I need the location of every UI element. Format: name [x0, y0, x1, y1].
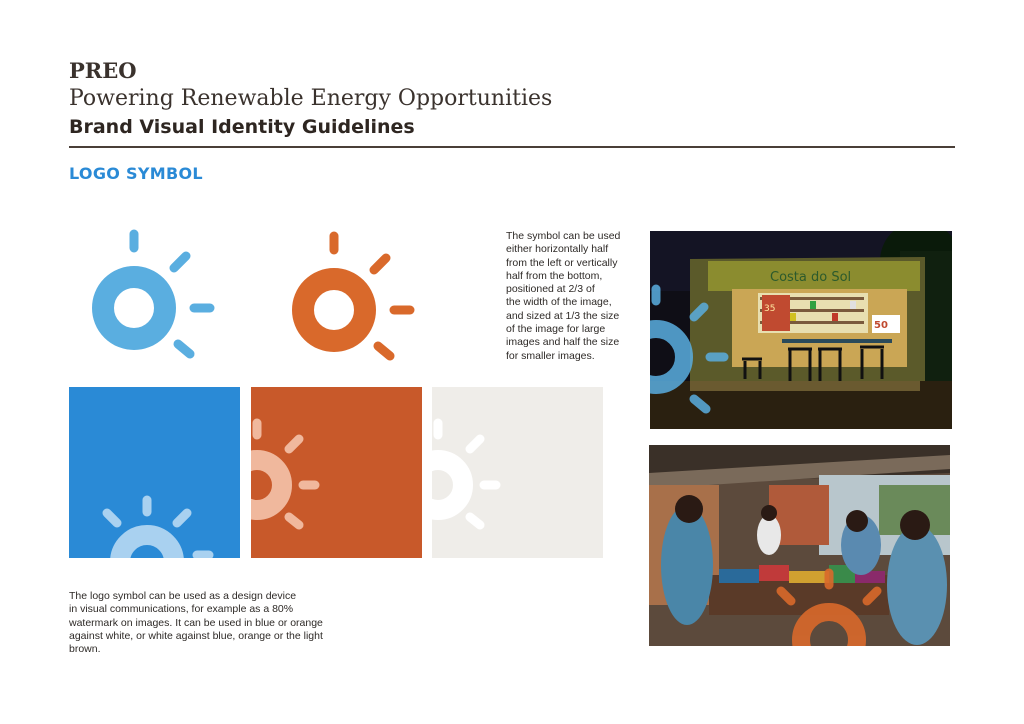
text-line: either horizontally half — [506, 243, 609, 256]
kiosk-price-right: 50 — [874, 320, 888, 331]
workshop-photo — [649, 445, 950, 646]
text-line: The logo symbol can be used as a design device — [69, 590, 297, 602]
symbol-usage-text — [506, 230, 641, 363]
text-line: The symbol can be used — [506, 230, 621, 242]
section-title: LOGO SYMBOL — [69, 164, 203, 183]
kiosk-photo — [650, 231, 952, 429]
watermark-sun-icon — [69, 387, 240, 558]
header-title: PREO — [69, 58, 137, 83]
blue-sun-symbol-icon — [86, 226, 218, 362]
header-rule — [69, 146, 955, 148]
text-line: half from the bottom, — [506, 269, 603, 282]
text-line: the width of the image, — [506, 296, 612, 309]
watermark-sun-icon — [432, 387, 603, 558]
text-line: brown. — [69, 643, 101, 656]
text-line: positioned at 2/3 of — [506, 283, 595, 296]
text-line: watermark on images. It can be used in blue or orange — [69, 616, 323, 629]
header-subtitle: Powering Renewable Energy Opportunities — [69, 86, 553, 111]
swatch-light-brown — [432, 387, 603, 558]
kiosk-sign-text: Costa do Sol — [770, 270, 852, 285]
text-line: from the left or vertically — [506, 256, 618, 269]
text-line: images and half the size — [506, 336, 620, 349]
text-line: for smaller images. — [506, 349, 595, 362]
watermark-usage-text — [69, 590, 359, 656]
orange-sun-symbol-icon — [286, 228, 418, 364]
text-line: of the image for large — [506, 323, 606, 336]
doc-title: Brand Visual Identity Guidelines — [69, 116, 415, 138]
kiosk-price-left: 35 — [764, 304, 776, 314]
text-line: against white, or white against blue, orange or the light — [69, 629, 323, 642]
watermark-sun-icon — [251, 387, 422, 558]
swatch-blue — [69, 387, 240, 558]
swatch-orange — [251, 387, 422, 558]
text-line: in visual communications, for example as a 80% — [69, 603, 294, 616]
text-line: and sized at 1/3 the size — [506, 309, 620, 322]
